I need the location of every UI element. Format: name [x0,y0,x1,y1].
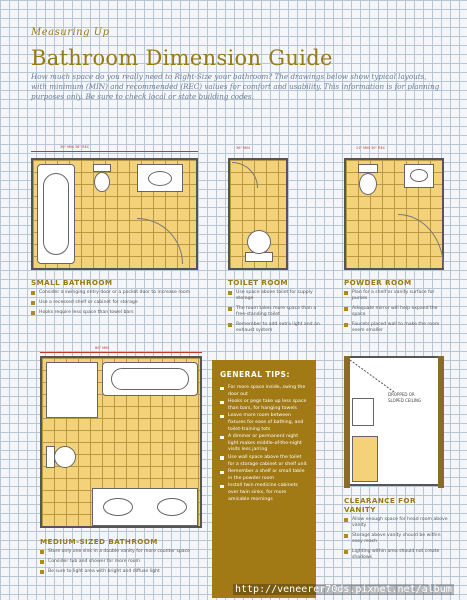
dim-line [40,352,202,353]
tip-item: Hooks or pegs take up less space than bars, for hanging towels [220,399,308,412]
list-item: Lighting within area should not create shadows [344,549,448,561]
tip-item: Use wall space above the toilet for a storage cabinet or shelf unit [220,455,308,468]
vanity-cabinet [352,436,378,482]
medium-bathroom-heading: MEDIUM-SIZED BATHROOM [40,537,158,546]
small-bathroom-notes [31,278,211,320]
small-bathroom-plan [31,158,198,270]
medium-bathroom-plan [40,356,202,528]
kicker: Measuring Up [31,27,110,38]
list-item: Hooks require less space than towel bars [31,310,211,316]
list-item: Allow enough space for head room above vanity [344,517,448,529]
intro-text: How much space do you really need to Right-Size your bathroom? The drawings below show typical layouts, with minimum (MIN) and recommended (REC) values for comfort and usability. This information is for planning purposes only. Be sure to check local or state building codes. [31,72,440,101]
shower [46,362,98,418]
bathtub [102,362,198,396]
toilet-bowl [54,446,76,468]
list-item: Use a recessed shelf or cabinet for storage [31,300,211,306]
toilet-bowl [359,173,377,195]
toilet-room-notes [228,278,328,338]
vanity [137,164,183,192]
list-item: Consider a swinging entry door or a pocket door to increase room [31,290,211,296]
toilet-room-plan [228,158,288,270]
small-bathroom-list [31,290,211,316]
list-item: Consider tub and shower for more room [40,559,210,565]
dim-label: 60" MIN [95,346,109,350]
small-bathroom-heading: SMALL BATHROOM [31,278,113,287]
list-item: Use space above toilet for supply storage [228,290,328,302]
list-item: Be sure to light area with bright and diffuse light [40,569,210,575]
sink [404,164,434,188]
list-item: Storage above vanity should be within easy reach [344,533,448,545]
vanity-clearance-elevation [344,356,444,486]
vanity-list [344,517,448,561]
ceiling-label: DROPPED OR [388,392,415,397]
powder-room-heading: POWDER ROOM [344,278,412,287]
vanity-notes [344,496,448,565]
toilet-tank [358,164,378,173]
toilet-room-list [228,290,328,334]
medium-bathroom-notes [40,537,210,579]
tip-item: Leave more room between fixtures for ease of bathing, and toilet-training tots [220,413,308,433]
general-tips-heading: GENERAL TIPS: [220,370,290,379]
general-tips-list [220,385,308,503]
toilet [93,164,111,172]
watermark-url: http://veneerer70ds.pixnet.net/album [235,584,452,595]
powder-room-plan [344,158,444,270]
list-item: Faucets placed wall to make the room seem smaller [344,322,446,334]
mirror [352,398,374,426]
dim-label: 36" MIN [236,146,250,150]
list-item: Plan for a shelf or vanity surface for purses [344,290,446,302]
vanity-heading: CLEARANCE FOR VANITY [344,496,416,514]
toilet-bowl [247,230,271,254]
bathtub [37,164,75,264]
double-vanity [92,488,198,526]
ceiling-label: SLOPED CEILING [388,398,422,403]
powder-room-notes [344,278,446,338]
tip-item: For more space inside, swing the door out [220,385,308,398]
toilet-bowl [94,172,110,192]
general-tips-box [212,360,316,598]
dim-line [31,151,198,152]
list-item: Adequate mirror will help expand the space [344,306,446,318]
list-item: The room takes more space than a free-standing toilet [228,306,328,318]
powder-room-list [344,290,446,334]
tip-item: Install twin medicine cabinets over twin sinks, for more amicable mornings [220,483,308,503]
list-item: Remember to add extra light and an exhaust system [228,322,328,334]
tip-item: A dimmer or permanent night light makes middle-of-the-night visits less jarring [220,434,308,454]
list-item: Store only one sink in a double vanity for more counter space [40,549,210,555]
page-title: Bathroom Dimension Guide [31,46,333,70]
dim-label: 30" MIN 36" REC [60,145,90,149]
toilet-room-heading: TOILET ROOM [228,278,288,287]
medium-bathroom-list [40,549,210,575]
tip-item: Remember a shelf or small table in the powder room [220,469,308,482]
dim-label: 21" MIN 30" REC [356,146,386,150]
